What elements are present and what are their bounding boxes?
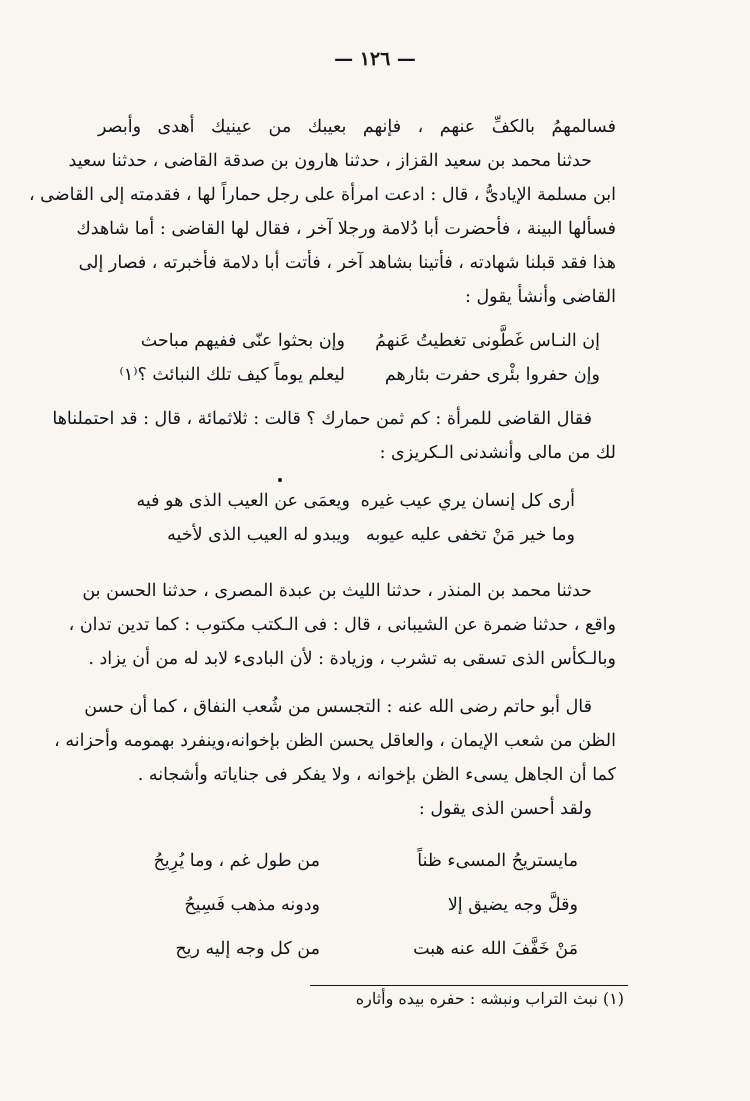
poem-hemistich: من كل وجه إليه ريح [175, 939, 320, 959]
poem-hemistich: من طول غم ، وما يُرِيحُ [153, 851, 320, 871]
poem-hemistich: وإن بحثوا عنّى ففيهم مباحث [140, 331, 345, 351]
poem-hemistich: ويبدو له العيب الذى لأخيه [167, 525, 350, 545]
text-line: فسالمهمُ بالكفِّ عنهم ، فإنهم بعيبك من عينيك أهدى وأبصر [98, 117, 616, 137]
text-line: حدثنا محمد بن سعيد القزاز ، حدثنا هارون بن صدقة القاضى ، حدثنا سعيد [68, 151, 592, 171]
poem-hemistich: وما خير مَنْ تخفى عليه عيوبه [366, 525, 575, 545]
text-line: القاضى وأنشأ يقول : [464, 287, 616, 307]
poem-hemistich: وقلَّ وجه يضيق إلا [447, 895, 578, 915]
text-line: فسألها البينة ، فأحضرت أبا دُلامة ورجلا آخر ، فقال لها القاضى : أما شاهدك [76, 219, 616, 239]
text-line: هذا فقد قبلنا شهادته ، فأتينا بشاهد آخر ، فأتت أبا دلامة فأخبرته ، فصار إلى [78, 253, 616, 273]
text-line: فقال القاضى للمرأة : كم ثمن حمارك ؟ قالت : ثلاثمائة ، قال : قد احتملناها [52, 409, 592, 429]
poem-hemistich: أرى كل إنسان يري عيب غيره [360, 491, 575, 511]
poem-hemistich: وإن حفروا بئْرى حفرت بئارهم [384, 365, 600, 385]
poem-hemistich: مَنْ خَفَّفَ الله عنه هبت [413, 939, 578, 959]
text-line: الظن من شعب الإيمان ، والعاقل يحسن الظن بإخوانه،وينفرد بهمومه وأحزانه ، [54, 731, 616, 751]
ink-dot [278, 478, 282, 482]
poem-hemistich: مايستريحُ المسىء ظناً [417, 851, 578, 871]
text-line: كما أن الجاهل يسىء الظن بإخوانه ، ولا يفكر فى جناياته وأشجانه . [137, 765, 616, 785]
poem-hemistich: إن النـاس غَطَّونى تغطيتُ عَنهمُ [375, 331, 600, 351]
text-line: لك من مالى وأنشدنى الـكريزى : [379, 443, 616, 463]
page-number: — ١٢٦ — [334, 48, 416, 70]
text-line: قال أبو حاتم رضى الله عنه : التجسس من شُعب النفاق ، كما أن حسن [84, 697, 592, 717]
poem-hemistich: ودونه مذهب فَسِيحُ [184, 895, 320, 915]
poem-hemistich: ويعمَى عن العيب الذى هو فيه [136, 491, 350, 511]
poem-hemistich: ليعلم يوماً كيف تلك النبائث ؟⁽١⁾ [119, 365, 345, 385]
text-line: واقع ، حدثنا ضمرة عن الشيبانى ، قال : فى الـكتب مكتوب : كما تدين تدان ، [68, 615, 616, 635]
text-line: ولقد أحسن الذى يقول : [418, 799, 592, 819]
footnote: (١) نبث التراب ونبشه : حفره بيده وأثاره [355, 989, 624, 1008]
text-line: وبالـكأس الذى تسقى به تشرب ، وزيادة : لأن البادىء لابد له من أن يزاد . [88, 649, 616, 669]
text-line: حدثنا محمد بن المنذر ، حدثنا الليث بن عبدة المصرى ، حدثنا الحسن بن [82, 581, 592, 601]
text-line: ابن مسلمة الإيادىُّ ، قال : ادعت امرأة على رجل حماراً لها ، فقدمته إلى القاضى ، [28, 185, 616, 205]
